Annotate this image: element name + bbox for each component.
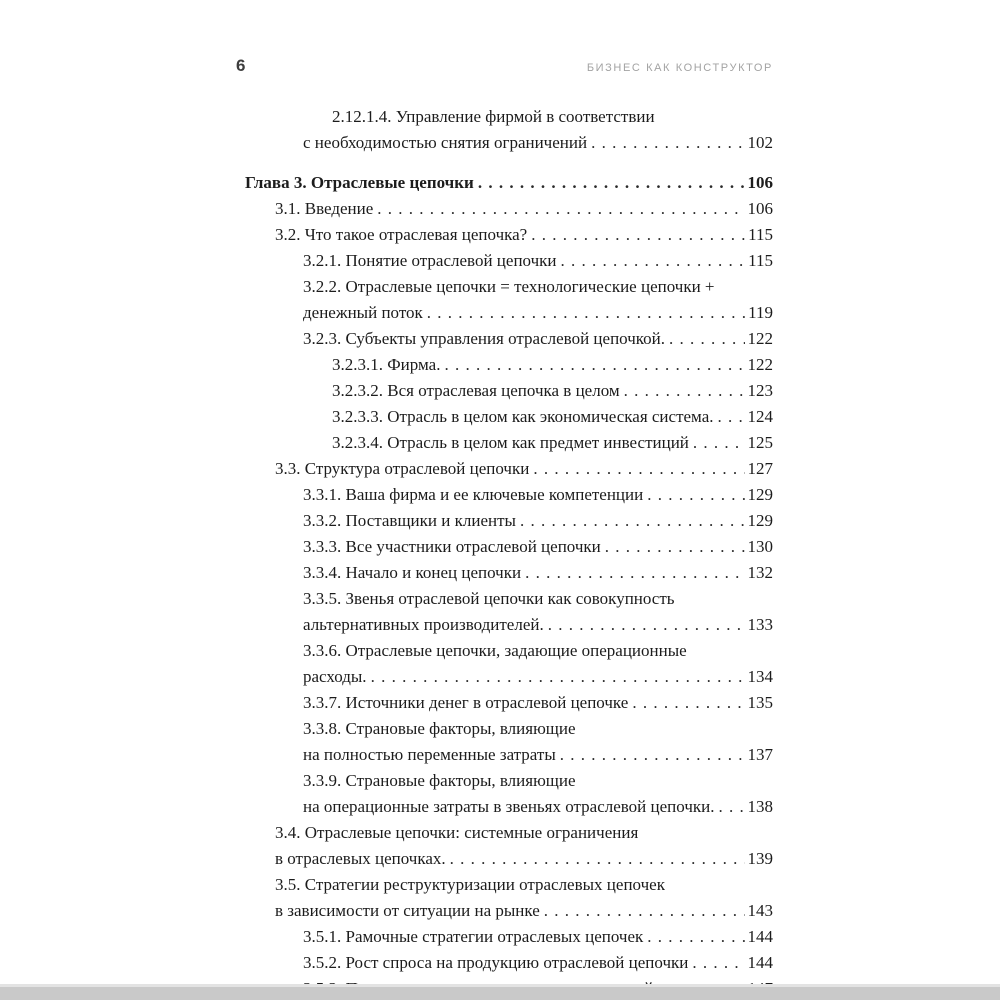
dot-leader: [624, 378, 745, 404]
toc-page-ref: 144: [747, 927, 773, 946]
toc-line: [245, 950, 773, 976]
toc-entry-text: расходы.: [303, 667, 367, 686]
toc-page-ref: 124: [747, 407, 773, 426]
toc-entry-text: 3.5.1. Рамочные стратегии отраслевых цепочек: [303, 927, 644, 946]
toc-entry-text: 3.2.3. Субъекты управления отраслевой цепочкой.: [303, 329, 666, 348]
toc-entry-text: 3.2.3.2. Вся отраслевая цепочка в целом: [332, 381, 620, 400]
toc-entry-text: 2.12.1.4. Управление фирмой в соответствии: [332, 107, 655, 126]
dot-leader: [647, 924, 744, 950]
toc-entry-text: с необходимостью снятия ограничений: [303, 133, 588, 152]
toc-entry-text: 3.2.3.1. Фирма.: [332, 355, 441, 374]
toc-entry-text: на операционные затраты в звеньях отраслевой цепочки.: [303, 797, 715, 816]
toc-entry-text: 3.3.9. Страновые факторы, влияющие: [303, 771, 576, 790]
toc-line: [245, 898, 773, 924]
dot-leader: [718, 404, 745, 430]
dot-leader: [591, 130, 744, 156]
toc-line: [245, 482, 773, 508]
toc-line: [245, 248, 773, 274]
toc-page-ref: 106: [747, 199, 773, 218]
toc-line: [245, 300, 773, 326]
dot-leader: [561, 248, 746, 274]
toc-page-ref: 129: [747, 511, 773, 530]
toc-line: [245, 846, 773, 872]
toc-entry-text: 3.1. Введение: [275, 199, 374, 218]
toc-line: [245, 170, 773, 196]
toc-line: [245, 222, 773, 248]
toc-line: [245, 130, 773, 156]
toc-page-ref: 125: [747, 433, 773, 452]
dot-leader: [450, 846, 745, 872]
toc-line: [245, 638, 773, 664]
toc-page-ref: 122: [747, 329, 773, 348]
toc-page-ref: 144: [747, 953, 773, 972]
table-of-contents: [245, 104, 773, 1000]
toc-entry-text: Глава 3. Отраслевые цепочки: [245, 173, 474, 192]
toc-line: [245, 430, 773, 456]
toc-entry-text: денежный поток: [303, 303, 423, 322]
toc-line: [245, 664, 773, 690]
dot-leader: [371, 664, 745, 690]
toc-page-ref: 134: [747, 667, 773, 686]
toc-page-ref: 115: [748, 251, 773, 270]
toc-line: [245, 352, 773, 378]
toc-entry-text: 3.3.6. Отраслевые цепочки, задающие операционные: [303, 641, 687, 660]
dot-leader: [560, 742, 745, 768]
page-header: [236, 56, 773, 76]
toc-page-ref: 115: [748, 225, 773, 244]
toc-line: [245, 742, 773, 768]
dot-leader: [692, 950, 744, 976]
toc-entry-text: 3.3.5. Звенья отраслевой цепочки как совокупность: [303, 589, 675, 608]
toc-line: [245, 456, 773, 482]
toc-page-ref: 127: [747, 459, 773, 478]
dot-leader: [632, 690, 744, 716]
dot-leader: [719, 794, 745, 820]
toc-page-ref: 122: [747, 355, 773, 374]
toc-page-ref: 129: [747, 485, 773, 504]
toc-entry-text: 3.5. Стратегии реструктуризации отраслевых цепочек: [275, 875, 665, 894]
dot-leader: [520, 508, 745, 534]
toc-line: [245, 768, 773, 794]
dot-leader: [544, 898, 745, 924]
toc-line: [245, 924, 773, 950]
page-number: 6: [236, 56, 246, 75]
toc-page-ref: 138: [747, 797, 773, 816]
toc-entry-text: в зависимости от ситуации на рынке: [275, 901, 540, 920]
toc-entry-text: альтернативных производителей.: [303, 615, 544, 634]
dot-leader: [478, 170, 745, 196]
toc-line: [245, 196, 773, 222]
toc-page-ref: 139: [747, 849, 773, 868]
toc-line: [245, 104, 773, 130]
running-title: БИЗНЕС КАК КОНСТРУКТОР: [586, 62, 773, 74]
toc-entry-text: 3.3.2. Поставщики и клиенты: [303, 511, 516, 530]
toc-page-ref: 133: [747, 615, 773, 634]
dot-leader: [533, 456, 744, 482]
toc-page-ref: 143: [747, 901, 773, 920]
toc-page-ref: 130: [747, 537, 773, 556]
toc-page-ref: 123: [747, 381, 773, 400]
toc-entry-text: в отраслевых цепочках.: [275, 849, 446, 868]
toc-entry-text: 3.2. Что такое отраслевая цепочка?: [275, 225, 528, 244]
toc-entry-text: 3.3. Структура отраслевой цепочки: [275, 459, 530, 478]
toc-entry-text: 3.2.3.4. Отрасль в целом как предмет инвестиций: [332, 433, 689, 452]
dot-leader: [531, 222, 745, 248]
toc-page-ref: 135: [747, 693, 773, 712]
dot-leader: [693, 430, 745, 456]
dot-leader: [444, 352, 744, 378]
toc-entry-text: 3.5.2. Рост спроса на продукцию отраслевой цепочки: [303, 953, 689, 972]
toc-line: [245, 326, 773, 352]
toc-page-ref: 119: [748, 303, 773, 322]
toc-line: [245, 508, 773, 534]
dot-leader: [605, 534, 745, 560]
toc-line: [245, 794, 773, 820]
dot-leader: [669, 326, 744, 352]
toc-entry-text: на полностью переменные затраты: [303, 745, 556, 764]
toc-line: [245, 872, 773, 898]
toc-entry-text: 3.2.1. Понятие отраслевой цепочки: [303, 251, 557, 270]
toc-line: [245, 274, 773, 300]
toc-entry-text: 3.2.3.3. Отрасль в целом как экономическая система.: [332, 407, 714, 426]
toc-line: [245, 690, 773, 716]
dot-leader: [647, 482, 744, 508]
toc-entry-text: 3.3.3. Все участники отраслевой цепочки: [303, 537, 601, 556]
toc-page-ref: 137: [747, 745, 773, 764]
toc-entry-text: 3.3.1. Ваша фирма и ее ключевые компетенции: [303, 485, 644, 504]
toc-line: [245, 612, 773, 638]
dot-leader: [427, 300, 745, 326]
toc-line: [245, 534, 773, 560]
toc-line: [245, 378, 773, 404]
toc-entry-text: 3.2.2. Отраслевые цепочки = технологические цепочки +: [303, 277, 715, 296]
toc-line: [245, 820, 773, 846]
toc-page-ref: 132: [747, 563, 773, 582]
dot-leader: [548, 612, 745, 638]
toc-line: [245, 560, 773, 586]
toc-line: [245, 586, 773, 612]
dot-leader: [377, 196, 744, 222]
toc-entry-text: 3.3.8. Страновые факторы, влияющие: [303, 719, 576, 738]
toc-entry-text: 3.3.4. Начало и конец цепочки: [303, 563, 522, 582]
toc-entry-text: 3.3.7. Источники денег в отраслевой цепочке: [303, 693, 629, 712]
toc-page-ref: 102: [747, 133, 773, 152]
toc-line: [245, 716, 773, 742]
toc-entry-text: 3.4. Отраслевые цепочки: системные ограничения: [275, 823, 639, 842]
toc-page-ref: 106: [747, 173, 773, 192]
toc-line: [245, 404, 773, 430]
page-bottom-edge: [0, 984, 1000, 1000]
dot-leader: [525, 560, 744, 586]
